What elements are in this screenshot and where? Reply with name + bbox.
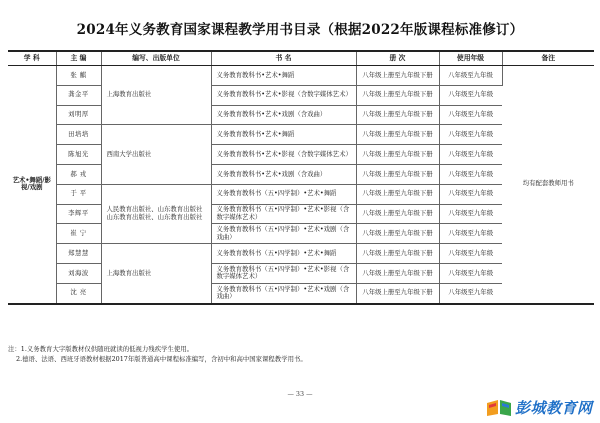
grade-cell: 八年级至九年级 xyxy=(439,224,502,244)
book-title-cell: 义务教育教科书（五•四学制）•艺术•影视（含数字媒体艺术） xyxy=(211,263,356,283)
editor-cell: 陈旭光 xyxy=(56,145,101,165)
volume-cell: 八年级上册至九年级下册 xyxy=(356,283,439,303)
volume-cell: 八年级上册至九年级下册 xyxy=(356,244,439,264)
editor-cell: 李辉平 xyxy=(56,204,101,224)
publisher-cell xyxy=(101,184,211,243)
editor-cell: 于 平 xyxy=(56,184,101,204)
book-title-cell: 义务教育教科书•艺术•戏剧（含戏曲） xyxy=(211,164,356,184)
table-row xyxy=(8,66,594,86)
book-title-cell: 义务教育教科书•艺术•影视（含数字媒体艺术） xyxy=(211,85,356,105)
grade-cell: 八年级至九年级 xyxy=(439,145,502,165)
editor-cell: 郑慧慧 xyxy=(56,244,101,264)
grade-cell: 八年级至九年级 xyxy=(439,244,502,264)
book-title-cell: 义务教育教科书（五•四学制）•艺术•舞蹈 xyxy=(211,244,356,264)
header-editor: 主 编 xyxy=(56,51,101,66)
book-title-cell: 义务教育教科书（五•四学制）•艺术•舞蹈 xyxy=(211,184,356,204)
catalog-table xyxy=(8,50,594,305)
table-header-row xyxy=(8,51,594,66)
grade-cell: 八年级至九年级 xyxy=(439,263,502,283)
header-publisher: 编写、出版单位 xyxy=(101,51,211,66)
volume-cell: 八年级上册至九年级下册 xyxy=(356,125,439,145)
grade-cell: 八年级至九年级 xyxy=(439,125,502,145)
publisher-line: 人民教育出版社、山东教育出版社 xyxy=(106,205,203,214)
remark-cell: 均有配套教师用书 xyxy=(502,66,594,304)
volume-cell: 八年级上册至九年级下册 xyxy=(356,263,439,283)
note-line: 注：1.义务教育大字版教材仅供随班就读的低视力残疾学生使用。 xyxy=(8,345,194,353)
header-grade: 使用年级 xyxy=(439,51,502,66)
book-title-cell: 义务教育教科书•艺术•舞蹈 xyxy=(211,66,356,86)
editor-cell: 沈 亮 xyxy=(56,283,101,303)
editor-cell: 田培培 xyxy=(56,125,101,145)
book-title-cell: 义务教育教科书•艺术•舞蹈 xyxy=(211,125,356,145)
book-title-cell: 义务教育教科书（五•四学制）•艺术•戏剧（含戏曲） xyxy=(211,283,356,303)
editor-cell: 龚金平 xyxy=(56,85,101,105)
book-title-cell: 义务教育教科书•艺术•影视（含数字媒体艺术） xyxy=(211,145,356,165)
subject-cell: 艺术•舞蹈/影视/戏剧 xyxy=(8,66,56,304)
grade-cell: 八年级至九年级 xyxy=(439,164,502,184)
publisher-cell: 西南大学出版社 xyxy=(101,125,211,184)
header-remark: 备注 xyxy=(502,51,594,66)
grade-cell: 八年级至九年级 xyxy=(439,204,502,224)
header-subject: 学 科 xyxy=(8,51,56,66)
volume-cell: 八年级上册至九年级下册 xyxy=(356,85,439,105)
note-line: 2.德语、法语、西班牙语教材根据2017年版普通高中课程标准编写，含初中和高中国家课程教学用书。 xyxy=(16,355,307,363)
editor-cell: 张 麒 xyxy=(56,66,101,86)
publisher-line: 山东教育出版社、山东教育出版社 xyxy=(106,212,203,221)
publisher-cell: 上海教育出版社 xyxy=(101,244,211,304)
header-volume: 册 次 xyxy=(356,51,439,66)
grade-cell: 八年级至九年级 xyxy=(439,66,502,86)
editor-cell: 刘海波 xyxy=(56,263,101,283)
editor-cell: 郝 戎 xyxy=(56,164,101,184)
volume-cell: 八年级上册至九年级下册 xyxy=(356,184,439,204)
table-body xyxy=(8,66,594,304)
editor-cell: 刘明厚 xyxy=(56,105,101,125)
grade-cell: 八年级至九年级 xyxy=(439,184,502,204)
book-title-cell: 义务教育教科书•艺术•戏剧（含戏曲） xyxy=(211,105,356,125)
volume-cell: 八年级上册至九年级下册 xyxy=(356,105,439,125)
volume-cell: 八年级上册至九年级下册 xyxy=(356,66,439,86)
publisher-cell: 上海教育出版社 xyxy=(101,66,211,125)
volume-cell: 八年级上册至九年级下册 xyxy=(356,204,439,224)
grade-cell: 八年级至九年级 xyxy=(439,105,502,125)
page-title: 2024年义务教育国家课程教学用书目录（根据2022年版课程标准修订） xyxy=(76,22,524,38)
watermark-text: 彭城教育网 xyxy=(515,398,593,417)
volume-cell: 八年级上册至九年级下册 xyxy=(356,224,439,244)
book-title-cell: 义务教育教科书（五•四学制）•艺术•戏剧（含戏曲） xyxy=(211,224,356,244)
volume-cell: 八年级上册至九年级下册 xyxy=(356,164,439,184)
grade-cell: 八年级至九年级 xyxy=(439,283,502,303)
book-logo-icon xyxy=(485,397,513,417)
editor-cell: 崔 宁 xyxy=(56,224,101,244)
book-title-cell: 义务教育教科书（五•四学制）•艺术•影视（含数字媒体艺术） xyxy=(211,204,356,224)
header-book-title: 书 名 xyxy=(211,51,356,66)
grade-cell: 八年级至九年级 xyxy=(439,85,502,105)
watermark xyxy=(485,396,593,418)
page-number: — 33 — xyxy=(287,390,313,398)
volume-cell: 八年级上册至九年级下册 xyxy=(356,145,439,165)
notes xyxy=(8,344,307,364)
